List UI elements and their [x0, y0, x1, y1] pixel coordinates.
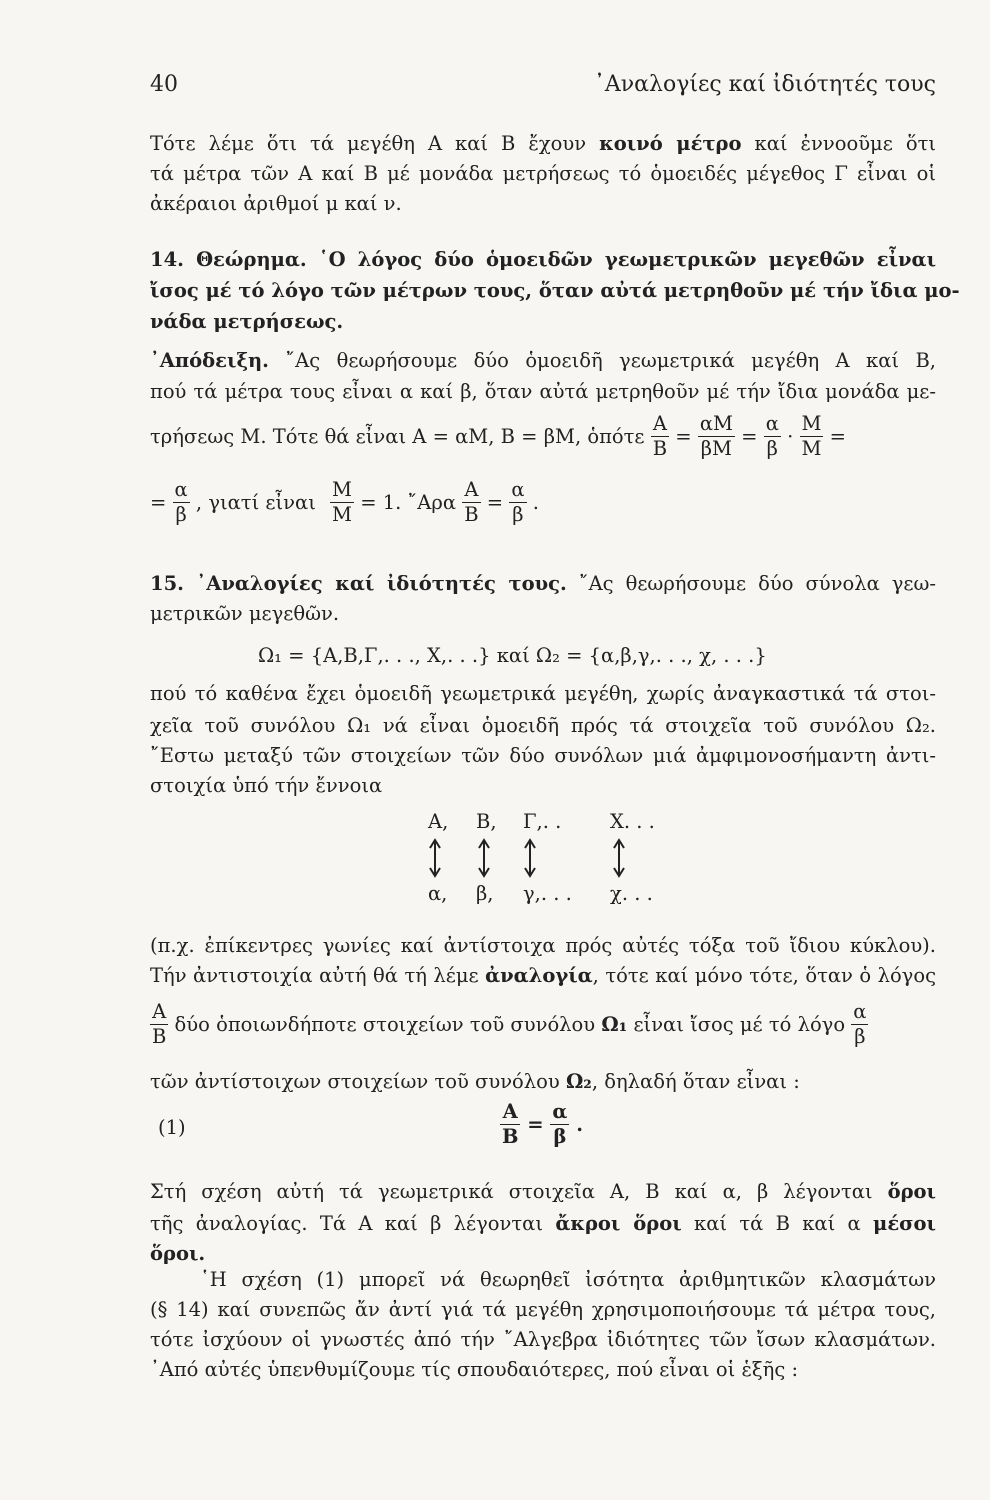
proof-line-4: = $\frac{\alpha}{\beta}$ , γιατί εἶναι $\frac{M}{M}$ = 1. ῎Αρα $\frac{A}{B}$ = $\frac{\alpha}{\beta}$ . [150, 478, 539, 526]
double-arrow-icon [523, 838, 537, 878]
set-element-gamma: γ,. . . [523, 882, 572, 905]
theorem-14-line-3: νάδα μετρήσεως. [150, 310, 344, 333]
double-arrow-icon [428, 838, 442, 878]
paragraph-analogy-line-3: $\frac{A}{B}$ δύο ὁποιωνδήποτε στοιχείων τοῦ συνόλου Ω₁ εἶναι ἴσος μέ τό λόγο $\frac{\alpha}{\beta}$ [152, 1000, 867, 1048]
theorem-14-line-2: ἴσος μέ τό λόγο τῶν μέτρων τους, ὅταν αὐτά μετρηθοῦν μέ τήν ἴδια μο- [150, 279, 960, 302]
paragraph-properties-line-2: (§ 14) καί συνεπῶς ἄν ἀντί γιά τά μεγέθη χρησιμοποιήσουμε τά μέτρα τους, [150, 1298, 936, 1321]
set-element-B: Β, [476, 810, 497, 833]
paragraph-common-measure-line-1: Τότε λέμε ὅτι τά μεγέθη Α καί Β ἔχουν κοινό μέτρο καί ἐννοοῦμε ὅτι [150, 132, 937, 155]
paragraph-analogy-line-1: (π.χ. ἐπίκεντρες γωνίες καί ἀντίστοιχα πρός αὐτές τόξα τοῦ ἴδιου κύκλου). [150, 934, 936, 957]
paragraph-terms-line-3: ὅροι. [150, 1242, 206, 1265]
paragraph-terms-line-1: Στή σχέση αὐτή τά γεωμετρικά στοιχεῖα Α, Β καί α, β λέγονται ὅροι [150, 1180, 936, 1203]
paragraph-properties-line-3: τότε ἰσχύουν οἱ γνωστές ἀπό τήν ῎Αλγεβρα ἰδιότητες τῶν ἴσων κλασμάτων. [150, 1328, 936, 1351]
proof-line-2: πού τά μέτρα τους εἶναι α καί β, ὅταν αὐτά μετρηθοῦν μέ τήν ἴδια μονάδα με- [150, 380, 936, 403]
paragraph-analogy-line-4: τῶν ἀντίστοιχων στοιχείων τοῦ συνόλου Ω₂, δηλαδή ὅταν εἶναι : [150, 1070, 800, 1093]
set-element-alpha: α, [428, 882, 448, 905]
page-header [150, 72, 936, 108]
book-page: 40 ᾿Αναλογίες καί ἰδιότητές τους Τότε λέμε ὅτι τά μεγέθη Α καί Β ἔχουν κοινό μέτρο καί ἐννοοῦμε ὅτι τά μέτρα τῶν Α καί Β μέ μονάδα μετρήσεως τό ὁμοειδές μέγεθος Γ εἶναι οἱ ἀκέραιοι ἀριθμοί μ καί ν. 14. Θεώρημα. ῾Ο λόγος δύο ὁμοειδῶν γεωμετρικῶν μεγεθῶν εἶναι ἴσος μέ τό λόγο τῶν μέτρων τους, ὅταν αὐτά μετρηθοῦν μέ τήν ἴδια μο- νάδα μετρήσεως. ᾿Απόδειξη. ῎Ας θεωρήσουμε δύο ὁμοειδῆ γεωμετρικά μεγέθη Α καί Β, πού τά μέτρα τους εἶναι α καί β, ὅταν αὐτά μετρηθοῦν μέ τήν ἴδια μονάδα με- τρήσεως Μ. Τότε θά εἶναι Α = αΜ, Β = βΜ, ὁπότε $\frac{A}{B}$ = $\frac{\alpha M}{\beta M}$ = $\frac{\alpha}{\beta}$ · $\frac{M}{M}$ = = $\frac{\alpha}{\beta}$ , γιατί εἶναι $\frac{M}{M}$ = 1. ῎Αρα $\frac{A}{B}$ = $\frac{\alpha}{\beta}$ . 15. ᾿Αναλογίες καί ἰδιότητές τους. ῎Ας θεωρήσουμε δύο σύνολα γεω- μετρικῶν μεγεθῶν. Ω₁ = {Α,Β,Γ,. . ., Χ,. . .} καί Ω₂ = {α,β,γ,. . ., χ, . . .} πού τό καθένα ἔχει ὁμοειδῆ γεωμετρικά μεγέθη, χωρίς ἀναγκαστικά τά στοι- χεῖα τοῦ συνόλου Ω₁ νά εἶναι ὁμοειδῆ πρός τά στοιχεῖα τοῦ συνόλου Ω₂. ῎Εστω μεταξύ τῶν στοιχείων τῶν δύο συνόλων μιά ἀμφιμονοσήμαντη ἀντι- στοιχία ὑπό τήν ἔννοια Α, Β, Γ,. . Χ. . . α, β, γ,. . . χ. . . (π.χ. ἐπίκεντρες γωνίες καί ἀντίστοιχα πρός αὐτές τόξα τοῦ ἴδιου κύκλου). Τήν ἀντιστοιχία αὐτή θά τή λέμε ἀναλογία, τότε καί μόνο τότε, ὅταν ὁ λόγος $\frac{A}{B}$ δύο ὁποιωνδήποτε στοιχείων τοῦ συνόλου Ω₁ εἶναι ἴσος μέ τό λόγο $\frac{\alpha}{\beta}$ τῶν ἀντίστοιχων στοιχείων τοῦ συνόλου Ω₂, δηλαδή ὅταν εἶναι : (1) $\frac{A}{B}$ = $\frac{\alpha}{\beta}$ . Στή σχέση αὐτή τά γεωμετρικά στοιχεῖα Α, Β καί α, β λέγονται ὅροι τῆς ἀναλογίας. Τά Α καί β λέγονται ἄκροι ὅροι καί τά Β καί α μέσοι ὅροι. ῾Η σχέση (1) μπορεῖ νά θεωρηθεῖ ἰσότητα ἀριθμητικῶν κλασμάτων (§ 14) καί συνεπῶς ἄν ἀντί γιά τά μεγέθη χρησιμοποιήσουμε τά μέτρα τους, τότε ἰσχύουν οἱ γνωστές ἀπό τήν ῎Αλγεβρα ἰδιότητες τῶν ἴσων κλασμάτων. ᾿Από αὐτές ὑπενθυμίζουμε τίς σπουδαιότερες, πού εἶναι οἱ ἑξῆς : [0, 0, 990, 1500]
fraction-a-over-b-result: $\frac{\alpha}{\beta}$ [174, 478, 188, 526]
equation-label: (1) [158, 1116, 186, 1139]
fraction-a-over-b-ratio: $\frac{\alpha}{\beta}$ [853, 1000, 867, 1048]
section-15-line-6: στοιχία ὑπό τήν ἔννοια [150, 774, 383, 797]
proof-line-3: τρήσεως Μ. Τότε θά εἶναι Α = αΜ, Β = βΜ, ὁπότε $\frac{A}{B}$ = $\frac{\alpha M}{\beta M}$ = $\frac{\alpha}{\beta}$ · $\frac{M}{M}$ = [150, 412, 847, 460]
fraction-A-over-B: $\frac{A}{B}$ [652, 412, 668, 460]
paragraph-properties-line-4: ᾿Από αὐτές ὑπενθυμίζουμε τίς σπουδαιότερες, πού εἶναι οἱ ἑξῆς : [150, 1358, 799, 1381]
sets-definition: Ω₁ = {Α,Β,Γ,. . ., Χ,. . .} καί Ω₂ = {α,β,γ,. . ., χ, . . .} [258, 644, 767, 667]
set-element-X: Χ. . . [610, 810, 655, 833]
section-15-line-2: μετρικῶν μεγεθῶν. [150, 602, 340, 625]
section-15-line-5: ῎Εστω μεταξύ τῶν στοιχείων τῶν δύο συνόλων μιά ἀμφιμονοσήμαντη ἀντι- [150, 744, 936, 767]
fraction-aM-over-bM: $\frac{\alpha M}{\beta M}$ [699, 412, 733, 460]
paragraph-analogy-line-2: Τήν ἀντιστοιχία αὐτή θά τή λέμε ἀναλογία, τότε καί μόνο τότε, ὅταν ὁ λόγος [150, 964, 936, 987]
fraction-A-over-B-eq1: $\frac{A}{B}$ [502, 1100, 519, 1148]
paragraph-common-measure-line-3: ἀκέραιοι ἀριθμοί μ καί ν. [150, 192, 402, 215]
fraction-A-over-B-conclusion: $\frac{A}{B}$ [464, 478, 479, 526]
section-15-line-4: χεῖα τοῦ συνόλου Ω₁ νά εἶναι ὁμοειδῆ πρός τά στοιχεῖα τοῦ συνόλου Ω₂. [150, 714, 936, 737]
fraction-a-over-b: $\frac{\alpha}{\beta}$ [765, 412, 779, 460]
page-number: 40 [150, 72, 178, 97]
paragraph-common-measure-line-2: τά μέτρα τῶν Α καί Β μέ μονάδα μετρήσεως τό ὁμοειδές μέγεθος Γ εἶναι οἱ [150, 162, 936, 185]
fraction-a-over-b-eq1: $\frac{\alpha}{\beta}$ [552, 1100, 568, 1148]
paragraph-properties-line-1: ῾Η σχέση (1) μπορεῖ νά θεωρηθεῖ ἰσότητα ἀριθμητικῶν κλασμάτων [200, 1268, 936, 1291]
fraction-M-over-M: $\frac{M}{M}$ [801, 412, 822, 460]
set-element-beta: β, [476, 882, 494, 905]
fraction-a-over-b-conclusion: $\frac{\alpha}{\beta}$ [511, 478, 525, 526]
fraction-A-over-B-ratio: $\frac{A}{B}$ [152, 1000, 167, 1048]
section-15-line-1: 15. ᾿Αναλογίες καί ἰδιότητές τους. ῎Ας θεωρήσουμε δύο σύνολα γεω- [150, 572, 937, 595]
proof-line-1: ᾿Απόδειξη. ῎Ας θεωρήσουμε δύο ὁμοειδῆ γεωμετρικά μεγέθη Α καί Β, [150, 349, 936, 372]
paragraph-terms-line-2: τῆς ἀναλογίας. Τά Α καί β λέγονται ἄκροι ὅροι καί τά Β καί α μέσοι [150, 1212, 936, 1235]
double-arrow-icon [612, 838, 626, 878]
set-element-chi: χ. . . [610, 882, 653, 905]
set-element-G: Γ,. . [523, 810, 562, 833]
double-arrow-icon [477, 838, 491, 878]
running-title: ᾿Αναλογίες καί ἰδιότητές τους [593, 72, 936, 97]
fraction-M-over-M-unit: $\frac{M}{M}$ [332, 478, 353, 526]
section-15-line-3: πού τό καθένα ἔχει ὁμοειδῆ γεωμετρικά μεγέθη, χωρίς ἀναγκαστικά τά στοι- [150, 682, 936, 705]
theorem-14-line-1: 14. Θεώρημα. ῾Ο λόγος δύο ὁμοειδῶν γεωμετρικῶν μεγεθῶν εἶναι [150, 248, 936, 271]
set-element-A: Α, [428, 810, 449, 833]
